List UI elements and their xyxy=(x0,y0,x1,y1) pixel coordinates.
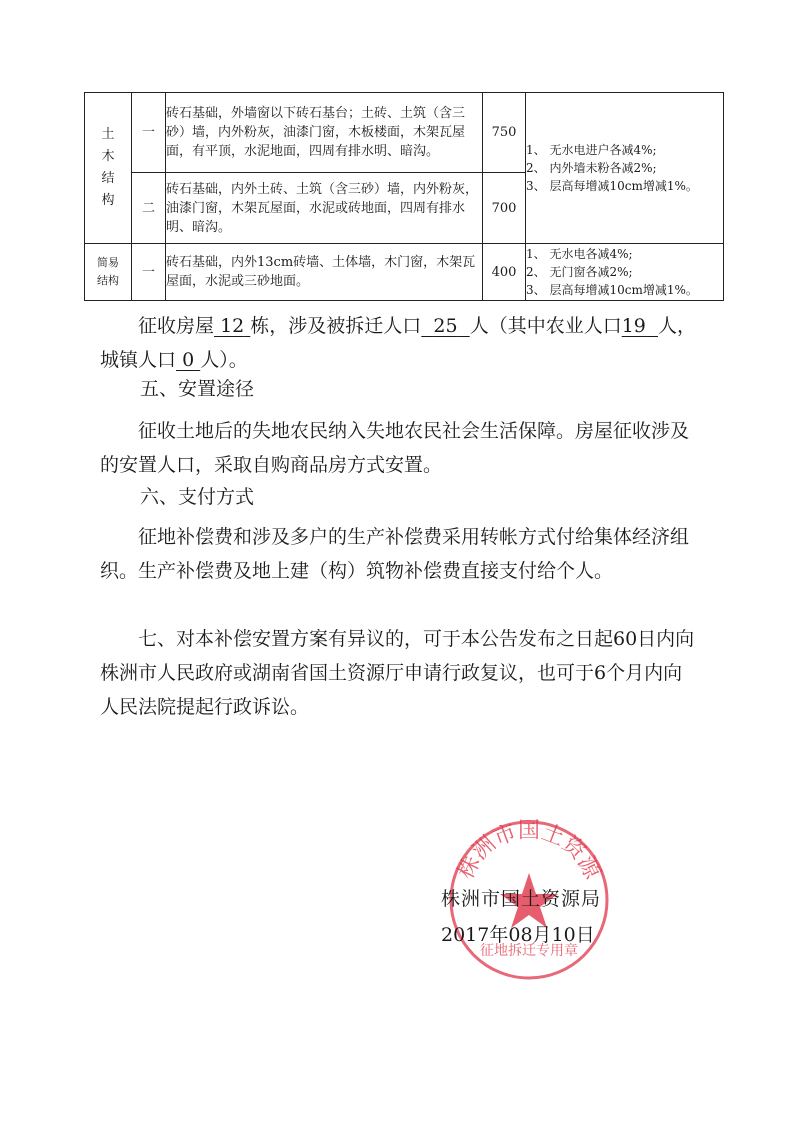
notes-cell-tumu xyxy=(526,93,724,244)
houses-count: 12 xyxy=(220,315,245,337)
description-cell: 砖石基础，外墙窗以下砖石基台；土砖、土筑（含三砂）墙，内外粉灰，油漆门窗，木板楼面，木架瓦屋面，有平顶，水泥地面，四周有排水明、暗沟。 xyxy=(166,93,483,173)
notes-cell-jianyi xyxy=(526,244,724,301)
table-row xyxy=(85,244,724,301)
description-cell: 砖石基础，内外土砖、土筑（含三砂）墙，内外粉灰，油漆门窗，木架瓦屋面，水泥或砖地面，四周有排水明、暗沟。 xyxy=(166,173,483,244)
agri-count: 19 xyxy=(621,315,646,337)
price-cell: 750 xyxy=(483,93,526,173)
table-row xyxy=(85,93,724,173)
note-line: 2、 无门窗各减2%; xyxy=(526,265,633,279)
section-heading: 五、安置途径 xyxy=(140,378,255,400)
section-body: 征地补偿费和涉及多户的生产补偿费采用转帐方式付给集体经济组织。生产补偿费及地上建（构）筑物补偿费直接支付给个人。 xyxy=(100,526,690,582)
seal-inner-text: 征地拆迁专用章 xyxy=(480,943,578,959)
urban-count: 0 xyxy=(182,349,195,371)
section-body: 七、对本补偿安置方案有异议的，可于本公告发布之日起60日内向株洲市人民政府或湖南省国土资源厅申请行政复议，也可于6个月内向人民法院提起行政诉讼。 xyxy=(100,628,695,718)
category-cell-tumu: 土木结构 xyxy=(85,93,132,244)
grade-cell: 一 xyxy=(132,244,166,301)
people-count: 25 xyxy=(433,315,458,337)
note-line: 1、 无水电进户各减4%; xyxy=(526,143,657,157)
issue-date: 2017年08月10日 xyxy=(441,924,595,946)
description-cell: 砖石基础，内外13cm砖墙、土体墙，木门窗，木架瓦屋面，水泥或三砂地面。 xyxy=(166,244,483,301)
section-heading: 六、支付方式 xyxy=(140,486,255,508)
issuer-name: 株洲市国土资源局 xyxy=(441,888,602,910)
note-line: 2、 内外墙未粉各减2%; xyxy=(526,161,657,175)
seal-outer-text: 株洲市国土资源 xyxy=(453,818,605,884)
category-cell-jianyi: 简易结构 xyxy=(85,244,132,301)
price-cell: 400 xyxy=(483,244,526,301)
population-paragraph: 征收房屋 12 栋，涉及被拆迁人口 25 人（其中农业人口19 人，城镇人口 0 人）。 xyxy=(100,315,696,371)
note-line: 3、 层高每增减10cm增减1%。 xyxy=(526,283,698,297)
note-line: 3、 层高每增减10cm增减1%。 xyxy=(526,179,698,193)
grade-cell: 二 xyxy=(132,173,166,244)
compensation-standard-table xyxy=(84,92,724,301)
grade-cell: 一 xyxy=(132,93,166,173)
section-body: 征收土地后的失地农民纳入失地农民社会生活保障。房屋征收涉及的安置人口，采取自购商品房方式安置。 xyxy=(100,420,690,476)
note-line: 1、 无水电各减4%; xyxy=(526,247,633,261)
price-cell: 700 xyxy=(483,173,526,244)
